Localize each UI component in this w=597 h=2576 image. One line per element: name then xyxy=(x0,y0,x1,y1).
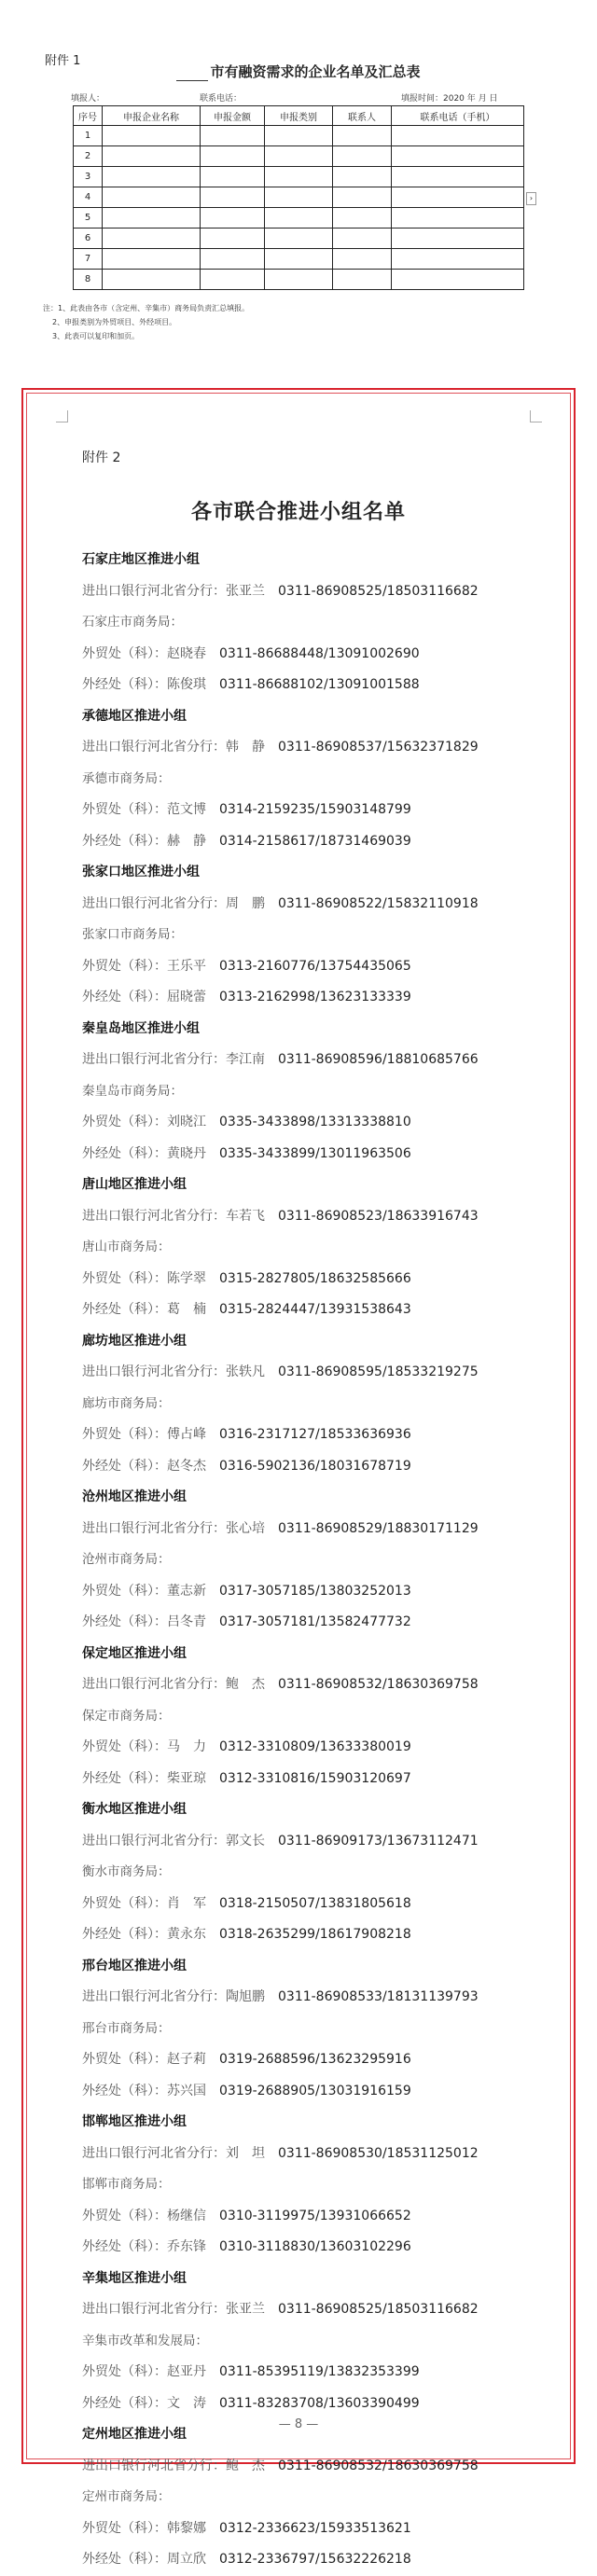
group-heading: 承德地区推进小组 xyxy=(82,708,187,724)
filled-by: 填报人： xyxy=(71,94,105,104)
contact-line xyxy=(82,1514,539,1545)
contact-tel: 0311-85395119/13832353399 xyxy=(219,2364,420,2379)
organization-line: 唐山市商务局： xyxy=(82,1240,171,1254)
contact-tel: 0318-2150507/13831805618 xyxy=(219,1895,411,1911)
contact-name: 陈学翠 xyxy=(167,1270,206,1286)
col-header: 申报金额 xyxy=(201,106,265,126)
contact-tel: 0314-2158617/18731469039 xyxy=(219,833,411,849)
contact-role: 外贸处（科）： xyxy=(82,958,167,974)
contact-name: 张亚兰 xyxy=(226,583,265,599)
contact-role: 外经处（科）： xyxy=(82,2395,167,2411)
contact-name: 鲍 杰 xyxy=(226,2458,265,2473)
group-list xyxy=(82,545,539,2576)
contact-line xyxy=(82,1201,539,1233)
contact-role: 外经处（科）： xyxy=(82,833,167,849)
contact-line xyxy=(82,1045,539,1076)
contact-name: 黄晓丹 xyxy=(167,1145,206,1161)
contact-name: 柴亚琼 xyxy=(167,1770,206,1786)
contact-line xyxy=(82,2357,539,2389)
organization-line: 邯郸市商务局： xyxy=(82,2177,171,2192)
contact-line xyxy=(82,1139,539,1170)
contact-tel: 0317-3057181/13582477732 xyxy=(219,1614,411,1629)
contact-tel: 0311-86908533/18131139793 xyxy=(278,1989,479,2004)
contact-line xyxy=(82,1764,539,1795)
group-heading: 保定地区推进小组 xyxy=(82,1645,187,1661)
row-number-cell: 1 xyxy=(74,126,103,146)
contact-tel: 0311-86908529/18830171129 xyxy=(278,1520,479,1536)
contact-role: 进出口银行河北省分行： xyxy=(82,1364,226,1379)
contact-tel: 0311-86908537/15632371829 xyxy=(278,740,479,755)
contact-tel: 0313-2162998/13623133339 xyxy=(219,990,411,1004)
group-heading: 秦皇岛地区推进小组 xyxy=(82,1020,200,1036)
contact-role: 外贸处（科）： xyxy=(82,2364,167,2379)
contact-role: 外贸处（科）： xyxy=(82,645,167,661)
contact-tel: 0335-3433899/13011963506 xyxy=(219,1145,411,1161)
col-header: 联系人 xyxy=(333,106,392,126)
contact-tel: 0311-83283708/13603390499 xyxy=(219,2395,420,2411)
contact-line xyxy=(82,795,539,826)
contact-line xyxy=(82,2201,539,2233)
group-heading: 沧州地区推进小组 xyxy=(82,1489,187,1504)
contact-name: 葛 楠 xyxy=(167,1302,206,1317)
contact-name: 赵冬杰 xyxy=(167,1458,206,1474)
contact-tel: 0335-3433898/13313338810 xyxy=(219,1115,411,1129)
contact-line xyxy=(82,982,539,1014)
contact-name: 董志新 xyxy=(167,1583,206,1599)
crop-mark xyxy=(56,410,68,422)
contact-name: 陈俊琪 xyxy=(167,677,206,692)
row-number-cell: 7 xyxy=(74,249,103,270)
contact-line xyxy=(82,1107,539,1139)
contact-line xyxy=(82,1889,539,1920)
contact-role: 外贸处（科）： xyxy=(82,2052,167,2067)
contact-line xyxy=(82,2294,539,2326)
contact-line xyxy=(82,826,539,858)
contact-role: 外经处（科）： xyxy=(82,1302,167,1317)
row-number-cell: 4 xyxy=(74,187,103,208)
contact-name: 张亚兰 xyxy=(226,2302,265,2317)
contact-line xyxy=(82,951,539,983)
contact-line xyxy=(82,2389,539,2420)
contact-tel: 0311-86908523/18633916743 xyxy=(278,1208,479,1224)
contact-tel: 0311-86908596/18810685766 xyxy=(278,1052,479,1067)
contact-tel: 0311-86908525/18503116682 xyxy=(278,583,479,599)
group-heading: 张家口地区推进小组 xyxy=(82,865,200,879)
contact-role: 进出口银行河北省分行： xyxy=(82,1833,226,1849)
contact-name: 王乐平 xyxy=(167,958,206,974)
page-number: — 8 — xyxy=(278,2417,319,2431)
contact-role: 外经处（科）： xyxy=(82,1927,167,1942)
contact-tel: 0310-3119975/13931066652 xyxy=(219,2208,411,2223)
contact-line xyxy=(82,2139,539,2170)
contact-line xyxy=(82,1451,539,1483)
row-number-cell: 8 xyxy=(74,270,103,290)
contact-role: 外经处（科）： xyxy=(82,1145,167,1161)
contact-line xyxy=(82,2076,539,2108)
attachment1-title-text: 市有融资需求的企业名单及汇总表 xyxy=(210,63,421,80)
contact-name: 赵晓春 xyxy=(167,645,206,661)
contact-name: 刘晓江 xyxy=(167,1115,206,1129)
attachment2-title: 各市联合推进小组名单 xyxy=(190,501,406,524)
contact-line xyxy=(82,1264,539,1295)
contact-role: 外贸处（科）： xyxy=(82,2520,167,2536)
contact-tel: 0311-86688102/13091001588 xyxy=(219,677,420,692)
contact-tel: 0319-2688596/13623295916 xyxy=(219,2052,411,2067)
contact-role: 外贸处（科）： xyxy=(82,1895,167,1911)
contact-tel: 0311-86688448/13091002690 xyxy=(219,645,420,661)
group-heading: 衡水地区推进小组 xyxy=(82,1802,187,1817)
fill-date: 填报时间：2020 年 月 日 xyxy=(401,94,498,104)
contact-tel: 0315-2824447/13931538643 xyxy=(219,1302,411,1317)
contact-role: 外贸处（科）： xyxy=(82,2208,167,2223)
contact-line xyxy=(82,889,539,921)
contact-tel: 0311-86908530/18531125012 xyxy=(278,2145,479,2161)
contact-tel: 0316-5902136/18031678719 xyxy=(219,1458,411,1474)
contact-name: 屈晓蕾 xyxy=(167,990,206,1004)
contact-phone: 联系电话： xyxy=(200,94,243,104)
row-number-cell: 2 xyxy=(74,146,103,167)
contact-tel: 0319-2688905/13031916159 xyxy=(219,2083,411,2098)
contact-role: 外经处（科）： xyxy=(82,2552,167,2567)
contact-role: 外贸处（科）： xyxy=(82,1583,167,1599)
col-header: 申报企业名称 xyxy=(103,106,201,126)
contact-tel: 0311-86908532/18630369758 xyxy=(278,2458,479,2473)
organization-line: 秦皇岛市商务局： xyxy=(82,1083,183,1099)
contact-role: 进出口银行河北省分行： xyxy=(82,2145,226,2161)
contact-role: 外经处（科）： xyxy=(82,2239,167,2254)
contact-line xyxy=(82,1420,539,1451)
contact-name: 李江南 xyxy=(226,1052,265,1067)
contact-role: 进出口银行河北省分行： xyxy=(82,740,226,755)
contact-role: 外贸处（科）： xyxy=(82,802,167,817)
contact-name: 赫 静 xyxy=(167,833,206,849)
contact-name: 杨继信 xyxy=(167,2208,206,2223)
contact-role: 进出口银行河北省分行： xyxy=(82,1520,226,1536)
contact-line xyxy=(82,1357,539,1389)
contact-tel: 0318-2635299/18617908218 xyxy=(219,1927,411,1942)
contact-role: 进出口银行河北省分行： xyxy=(82,2458,226,2473)
group-heading: 石家庄地区推进小组 xyxy=(82,552,200,567)
contact-role: 进出口银行河北省分行： xyxy=(82,1052,226,1067)
contact-name: 陶旭鹏 xyxy=(226,1989,265,2004)
contact-tel: 0317-3057185/13803252013 xyxy=(219,1583,411,1599)
contact-line xyxy=(82,2514,539,2545)
contact-role: 外经处（科）： xyxy=(82,990,167,1004)
contact-line xyxy=(82,1576,539,1608)
contact-tel: 0315-2827805/18632585666 xyxy=(219,1270,411,1286)
contact-name: 乔东锋 xyxy=(167,2239,206,2254)
organization-line: 保定市商务局： xyxy=(82,1708,171,1724)
contact-name: 刘 坦 xyxy=(226,2145,265,2161)
contact-role: 外经处（科）： xyxy=(82,1458,167,1474)
contact-name: 鲍 杰 xyxy=(226,1677,265,1692)
contact-role: 进出口银行河北省分行： xyxy=(82,1677,226,1692)
contact-role: 外贸处（科）： xyxy=(82,1427,167,1442)
contact-tel: 0316-2317127/18533636936 xyxy=(219,1427,411,1442)
col-header: 申报类别 xyxy=(265,106,333,126)
contact-line xyxy=(82,1607,539,1639)
contact-role: 外经处（科）： xyxy=(82,1770,167,1786)
contact-name: 黄永东 xyxy=(167,1927,206,1942)
contact-tel: 0314-2159235/15903148799 xyxy=(219,802,411,817)
contact-line xyxy=(82,1919,539,1951)
organization-line: 承德市商务局： xyxy=(82,770,171,786)
contact-role: 进出口银行河北省分行： xyxy=(82,895,226,911)
contact-role: 进出口银行河北省分行： xyxy=(82,1989,226,2004)
contact-name: 傅占峰 xyxy=(167,1427,206,1442)
table-scroll-handle[interactable]: › xyxy=(526,192,536,205)
contact-line xyxy=(82,1826,539,1858)
contact-line xyxy=(82,670,539,701)
row-number-cell: 3 xyxy=(74,167,103,187)
contact-role: 进出口银行河北省分行： xyxy=(82,583,226,599)
attachment1-label: 附件 1 xyxy=(45,54,81,68)
organization-line: 衡水市商务局： xyxy=(82,1864,171,1879)
group-heading: 定州地区推进小组 xyxy=(82,2427,187,2442)
organization-line: 辛集市改革和发展局： xyxy=(82,2333,208,2348)
contact-tel: 0312-2336623/15933513621 xyxy=(219,2520,411,2536)
col-header: 联系电话（手机） xyxy=(392,106,524,126)
contact-line xyxy=(82,2232,539,2264)
contact-tel: 0313-2160776/13754435065 xyxy=(219,958,411,974)
organization-line: 石家庄市商务局： xyxy=(82,615,183,630)
organization-line: 邢台市商务局： xyxy=(82,2020,171,2036)
contact-tel: 0311-86908532/18630369758 xyxy=(278,1677,479,1692)
contact-name: 文 涛 xyxy=(167,2395,206,2411)
crop-mark xyxy=(530,410,542,422)
note-line: 2、申报类别为外贸项目、外经项目。 xyxy=(52,318,177,326)
contact-line xyxy=(82,1732,539,1764)
note-line: 3、此表可以复印和加页。 xyxy=(52,332,140,340)
contact-line xyxy=(82,2044,539,2076)
contact-tel: 0311-86908595/18533219275 xyxy=(278,1364,479,1379)
contact-name: 张轶凡 xyxy=(226,1364,265,1379)
contact-name: 车若飞 xyxy=(226,1208,265,1224)
contact-name: 郭文长 xyxy=(226,1833,265,1849)
group-heading: 邢台地区推进小组 xyxy=(82,1958,187,1974)
organization-line: 张家口市商务局： xyxy=(82,927,183,942)
contact-role: 外经处（科）： xyxy=(82,2083,167,2098)
group-heading: 邯郸地区推进小组 xyxy=(82,2114,187,2129)
organization-line: 廊坊市商务局： xyxy=(82,1395,171,1411)
contact-name: 马 力 xyxy=(167,1739,206,1754)
contact-name: 肖 军 xyxy=(167,1895,206,1911)
contact-line xyxy=(82,576,539,608)
contact-name: 苏兴国 xyxy=(167,2083,206,2098)
contact-tel: 0311-86908522/15832110918 xyxy=(278,895,479,911)
contact-role: 外经处（科）： xyxy=(82,677,167,692)
col-header: 序号 xyxy=(74,106,103,126)
contact-tel: 0312-3310816/15903120697 xyxy=(219,1770,411,1786)
group-heading: 唐山地区推进小组 xyxy=(82,1177,187,1192)
contact-name: 赵亚丹 xyxy=(167,2364,206,2379)
contact-line xyxy=(82,639,539,671)
organization-line: 定州市商务局： xyxy=(82,2489,171,2504)
attachment2-label: 附件 2 xyxy=(82,450,121,465)
group-heading: 辛集地区推进小组 xyxy=(82,2270,187,2286)
group-heading: 廊坊地区推进小组 xyxy=(82,1333,187,1349)
contact-role: 外贸处（科）： xyxy=(82,1115,167,1129)
contact-name: 赵子莉 xyxy=(167,2052,206,2067)
contact-name: 韩 静 xyxy=(226,740,265,755)
contact-name: 范文博 xyxy=(167,802,206,817)
contact-name: 吕冬青 xyxy=(167,1614,206,1629)
contact-tel: 0312-2336797/15632226218 xyxy=(219,2552,411,2567)
contact-line xyxy=(82,1669,539,1701)
contact-line xyxy=(82,732,539,764)
contact-name: 周立欣 xyxy=(167,2552,206,2567)
contact-tel: 0311-86909173/13673112471 xyxy=(278,1833,479,1849)
contact-role: 外经处（科）： xyxy=(82,1614,167,1629)
contact-role: 进出口银行河北省分行： xyxy=(82,1208,226,1224)
contact-role: 外贸处（科）： xyxy=(82,1270,167,1286)
contact-line xyxy=(82,2544,539,2576)
contact-name: 韩黎娜 xyxy=(167,2520,206,2536)
contact-tel: 0312-3310809/13633380019 xyxy=(219,1739,411,1754)
organization-line: 沧州市商务局： xyxy=(82,1552,171,1567)
contact-line xyxy=(82,1295,539,1326)
contact-name: 周 鹏 xyxy=(226,895,265,911)
row-number-cell: 5 xyxy=(74,208,103,229)
contact-role: 外贸处（科）： xyxy=(82,1739,167,1754)
row-number-cell: 6 xyxy=(74,229,103,249)
note-line: 注：1、此表由各市（含定州、辛集市）商务局负责汇总填报。 xyxy=(43,304,250,312)
contact-tel: 0310-3118830/13603102296 xyxy=(219,2239,411,2254)
contact-line xyxy=(82,1982,539,2014)
contact-tel: 0311-86908525/18503116682 xyxy=(278,2302,479,2317)
contact-role: 进出口银行河北省分行： xyxy=(82,2302,226,2317)
contact-name: 张心培 xyxy=(226,1520,265,1536)
